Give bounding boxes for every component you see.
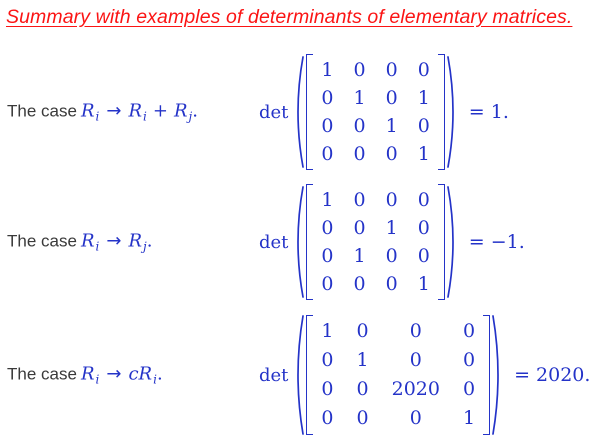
case-prefix: The case	[7, 364, 77, 384]
matrix	[306, 184, 444, 300]
matrix-grid	[313, 54, 437, 170]
math-token: R	[80, 363, 95, 385]
matrix-cell: 0	[321, 273, 334, 295]
matrix-cell: 0	[321, 349, 334, 371]
right-bracket	[438, 54, 445, 170]
matrix-cell: 0	[417, 245, 430, 267]
right-paren	[491, 313, 505, 437]
matrix-cell: 0	[321, 407, 334, 429]
matrix-cell: 0	[356, 320, 369, 342]
matrix-cell: 0	[353, 273, 366, 295]
matrix-cell: 0	[353, 189, 366, 211]
matrix-cell: 0	[385, 59, 398, 81]
matrix-cell: 0	[321, 143, 334, 165]
matrix-cell: 0	[385, 245, 398, 267]
case-math	[81, 101, 198, 122]
matrix-cell: 0	[321, 378, 334, 400]
matrix-cell: 0	[385, 143, 398, 165]
case-label	[7, 364, 163, 387]
case-row-add	[0, 53, 600, 171]
case-label	[7, 101, 198, 124]
matrix-cell: 0	[462, 349, 476, 371]
matrix-cell: 0	[417, 115, 430, 137]
matrix-cell: 1	[321, 320, 334, 342]
left-bracket	[306, 54, 313, 170]
matrix-cell: 1	[417, 143, 430, 165]
matrix-cell: 0	[353, 115, 366, 137]
math-token: R	[173, 100, 188, 122]
matrix-cell: 0	[409, 407, 422, 429]
math-token: i	[143, 109, 147, 124]
math-token: →	[106, 230, 122, 252]
matrix-cell: 0	[353, 143, 366, 165]
matrix-cell: 1	[417, 87, 430, 109]
matrix-cell: 1	[385, 217, 398, 239]
matrix-grid	[313, 184, 437, 300]
matrix-cell: 1	[321, 189, 334, 211]
matrix-cell: 1	[385, 115, 398, 137]
matrix-cell: 0	[417, 189, 430, 211]
det-expression	[259, 311, 590, 439]
det-label: det	[259, 364, 289, 386]
matrix-cell: 1	[353, 245, 366, 267]
math-token: →	[106, 100, 122, 122]
matrix-cell: 0	[462, 320, 476, 342]
math-token: R	[80, 100, 95, 122]
matrix-cell: 0	[385, 87, 398, 109]
matrix-cell: 0	[417, 59, 430, 81]
math-token: →	[106, 363, 122, 385]
math-token: c	[128, 363, 139, 385]
matrix-cell: 0	[356, 407, 369, 429]
math-token: i	[95, 239, 100, 254]
left-bracket	[306, 184, 313, 300]
left-bracket	[306, 315, 313, 435]
matrix-cell: 0	[321, 245, 334, 267]
matrix-cell: 1	[417, 273, 430, 295]
math-token: .	[192, 100, 198, 122]
math-token: R	[80, 230, 95, 252]
right-paren	[446, 54, 460, 170]
det-result: = −1.	[468, 231, 525, 253]
matrix-cell: 0	[321, 217, 334, 239]
matrix	[306, 315, 490, 435]
math-token: i	[95, 372, 100, 387]
math-token: R	[128, 230, 142, 252]
matrix-cell: 0	[385, 273, 398, 295]
math-token: .	[156, 363, 163, 385]
matrix-cell: 0	[462, 378, 476, 400]
det-label: det	[259, 231, 289, 253]
left-paren	[291, 184, 305, 300]
math-token: i	[95, 109, 100, 124]
matrix-cell: 1	[356, 349, 369, 371]
det-result: = 1.	[468, 101, 509, 123]
case-math	[81, 364, 163, 385]
case-row-swap	[0, 183, 600, 301]
math-token: R	[128, 100, 142, 122]
math-token: i	[153, 372, 157, 387]
matrix-cell: 0	[321, 115, 334, 137]
matrix-cell: 0	[409, 320, 422, 342]
page-title: Summary with examples of determinants of elementary matrices.	[6, 6, 573, 28]
matrix-cell: 0	[353, 59, 366, 81]
math-token: +	[152, 100, 168, 122]
math-token: .	[146, 230, 153, 252]
left-paren	[291, 54, 305, 170]
matrix-cell: 0	[321, 87, 334, 109]
matrix-cell: 2020	[391, 378, 440, 400]
case-row-scale	[0, 311, 600, 439]
matrix-cell: 0	[356, 378, 369, 400]
det-result: = 2020.	[514, 364, 591, 386]
case-prefix: The case	[7, 101, 77, 121]
left-paren	[291, 313, 305, 437]
matrix-cell: 0	[385, 189, 398, 211]
math-token: j	[143, 239, 147, 254]
matrix-cell: 1	[462, 407, 476, 429]
matrix-cell: 0	[353, 217, 366, 239]
right-paren	[446, 184, 460, 300]
det-label: det	[259, 101, 289, 123]
case-prefix: The case	[7, 231, 77, 251]
matrix-grid	[313, 315, 483, 435]
case-label	[7, 231, 152, 254]
right-bracket	[438, 184, 445, 300]
det-expression	[259, 53, 509, 171]
math-token: j	[188, 109, 193, 124]
det-expression	[259, 183, 525, 301]
matrix-cell: 0	[417, 217, 430, 239]
matrix	[306, 54, 444, 170]
matrix-cell: 1	[321, 59, 334, 81]
matrix-cell: 0	[409, 349, 422, 371]
matrix-cell: 1	[353, 87, 366, 109]
math-token: R	[138, 363, 153, 385]
right-bracket	[483, 315, 490, 435]
case-math	[81, 231, 153, 252]
